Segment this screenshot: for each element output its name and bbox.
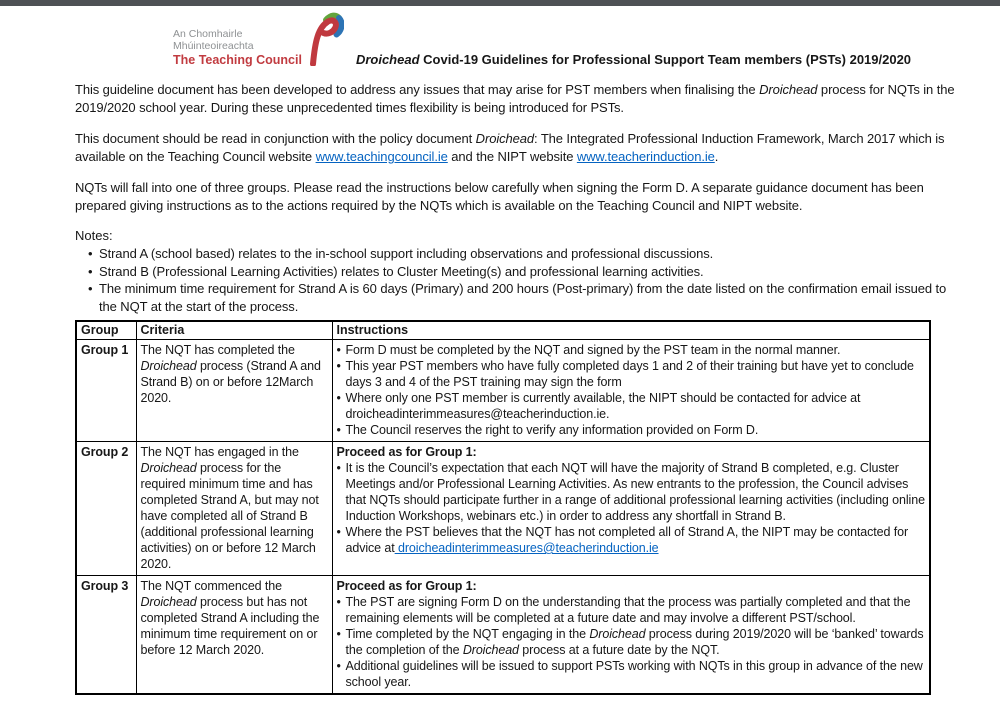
droichead-italic: Droichead: [140, 359, 197, 373]
droichead-interim-measures-email-link[interactable]: droicheadinterimmeasures@teacherinduction.ie: [394, 541, 659, 555]
document-body: [0, 6, 1000, 695]
droichead-italic: Droichead: [462, 643, 519, 657]
title-rest-segment: Covid-19 Guidelines for Professional Support Team members (PSTs) 2019/2020: [419, 52, 912, 67]
group-1-criteria: [136, 340, 332, 442]
instruction-text: Additional guidelines will be issued to support PSTs working with NQTs in this group in advance of the new school year.: [345, 659, 923, 689]
instruction-heading: Proceed as for Group 1:: [336, 579, 477, 593]
group-2-instructions: [332, 442, 930, 576]
instruction-text: process during 2019/2020 will be ‘banked’ towards the completion of the: [345, 627, 924, 657]
criteria-text: process for the required minimum time and has completed Strand A, but may not have completed all of Strand B (additional professional learning activities) on or before 12 March 2020.: [140, 461, 319, 571]
document-header: [173, 28, 965, 68]
bullet-icon: •: [88, 246, 93, 261]
group-1-instructions: [332, 340, 930, 442]
instruction-text: It is the Council’s expectation that each NQT will have the majority of Strand B completed, e.g. Cluster Meetings and/or Professional Learning Activities. As new entrants to the profession, the Council advises that NQTs should participate further in a range of additional professional learning activities (including online Induction Workshops, webinars etc.) in order to address any shortfall in Strand B.: [345, 461, 925, 523]
bullet-icon: •: [336, 659, 341, 673]
group-2-criteria: [136, 442, 332, 576]
droichead-italic: Droichead: [589, 627, 646, 641]
droichead-italic: Droichead: [140, 595, 197, 609]
ribbon-logo-icon: [306, 12, 344, 71]
droichead-italic: Droichead: [475, 131, 535, 146]
note-text: Strand B (Professional Learning Activities) relates to Cluster Meeting(s) and professional learning activities.: [99, 263, 704, 279]
column-header-instructions: Instructions: [332, 321, 930, 340]
instruction-heading: Proceed as for Group 1:: [336, 445, 477, 459]
group-3-criteria: [136, 576, 332, 695]
criteria-text: process (Strand A and Strand B) on or before 12March 2020.: [140, 359, 321, 405]
instruction-text: Where only one PST member is currently available, the NIPT should be contacted for advice at droicheadinterimmeasures@teacherinduction.ie.: [345, 391, 861, 421]
instruction-item: [337, 390, 926, 422]
instruction-text: [346, 626, 926, 658]
paragraph-text: and the NIPT website: [447, 149, 577, 164]
paragraph-text: process for NQTs in the 2019/2020 school year. During these unprecedented times flexibility is being introduced for PSTs.: [75, 82, 955, 115]
group-3-instructions: [332, 576, 930, 695]
bullet-icon: •: [336, 359, 341, 373]
bullet-icon: •: [336, 461, 341, 475]
instruction-item: [337, 524, 926, 556]
logo-text-irish-line1: An Chomhairle: [173, 28, 243, 40]
teaching-council-logo: [173, 28, 344, 68]
bullet-icon: •: [88, 263, 93, 279]
instruction-text: Where the PST believes that the NQT has not completed all of Strand A, the NIPT may be contacted for advice at: [345, 525, 909, 555]
title-italic-segment: Droichead: [355, 52, 420, 67]
criteria-text: process but has not completed Strand A including the minimum time requirement on or before 12 March 2020.: [140, 595, 320, 657]
criteria-text: The NQT commenced the: [140, 579, 282, 593]
group-2-label: Group 2: [76, 442, 136, 576]
notes-label: Notes:: [75, 228, 113, 243]
instruction-text: process at a future date by the NQT.: [518, 643, 720, 657]
guidelines-table: [75, 320, 931, 695]
bullet-icon: •: [336, 343, 341, 357]
bullet-icon: •: [88, 281, 93, 296]
note-text: The minimum time requirement for Strand A is 60 days (Primary) and 200 hours (Post-primary) from the date listed on the confirmation email issued to the NQT at the start of the process.: [99, 281, 947, 314]
instruction-item: [337, 422, 926, 438]
teacherinduction-link[interactable]: www.teacherinduction.ie: [576, 149, 715, 164]
droichead-italic: Droichead: [759, 82, 818, 97]
note-text: Strand A (school based) relates to the in-school support including observations and professional discussions.: [99, 246, 714, 261]
paragraph-text: .: [714, 149, 719, 164]
instruction-text: [346, 524, 926, 556]
paragraph-text: : The Integrated Professional Induction Framework, March 2017 which is available on the Teaching Council website: [75, 131, 945, 164]
page-title: [356, 52, 911, 68]
criteria-text: The NQT has completed the: [140, 343, 295, 357]
bullet-icon: •: [336, 627, 341, 641]
teachingcouncil-link[interactable]: www.teachingcouncil.ie: [315, 149, 448, 164]
column-header-criteria: Criteria: [136, 321, 332, 340]
note-item-strand-b: [88, 263, 965, 281]
instruction-item: [337, 460, 926, 524]
instruction-item: [337, 658, 926, 690]
note-item-strand-a: [88, 245, 965, 263]
paragraph-text: This guideline document has been developed to address any issues that may arise for PST members when finalising the: [75, 82, 760, 97]
column-header-group: Group: [76, 321, 136, 340]
instruction-text: The PST are signing Form D on the understanding that the process was partially completed and that the remaining elements will be completed at a future date and may involve a different PST/school.: [345, 595, 911, 625]
instruction-text: This year PST members who have fully completed days 1 and 2 of their training but have yet to conclude days 3 and 4 of the PST training may sign the form: [345, 359, 914, 389]
bullet-icon: •: [336, 595, 341, 609]
instruction-text: Form D must be completed by the NQT and signed by the PST team in the normal manner.: [345, 343, 841, 357]
bullet-icon: •: [336, 525, 341, 539]
paragraph-policy-reference: [75, 130, 965, 166]
instruction-text: Time completed by the NQT engaging in the: [345, 627, 590, 641]
group-3-label: Group 3: [76, 576, 136, 695]
instruction-text: The Council reserves the right to verify any information provided on Form D.: [345, 423, 759, 437]
paragraph-intro: [75, 81, 965, 117]
table-header-row: [76, 321, 930, 340]
logo-text-irish-line2: Mhúinteoireachta: [173, 40, 254, 52]
logo-text-english: The Teaching Council: [173, 53, 302, 67]
criteria-text: The NQT has engaged in the: [140, 445, 299, 459]
table-row-group-1: [76, 340, 930, 442]
bullet-icon: •: [336, 423, 341, 437]
bullet-icon: •: [336, 391, 341, 405]
instruction-item: [337, 594, 926, 626]
table-row-group-3: [76, 576, 930, 695]
droichead-italic: Droichead: [140, 461, 197, 475]
note-item-minimum-time: [88, 280, 965, 315]
group-1-label: Group 1: [76, 340, 136, 442]
table-row-group-2: [76, 442, 930, 576]
instruction-item: [337, 626, 926, 658]
paragraph-groups-overview: NQTs will fall into one of three groups. Please read the instructions below carefully when signing the Form D. A separate guidance document has been prepared giving instructions as to the actions required by the NQTs which is available on the Teaching Council and NIPT website.: [75, 180, 924, 213]
instruction-item: [337, 342, 926, 358]
instruction-item: [337, 358, 926, 390]
paragraph-text: This document should be read in conjunction with the policy document: [75, 131, 476, 146]
